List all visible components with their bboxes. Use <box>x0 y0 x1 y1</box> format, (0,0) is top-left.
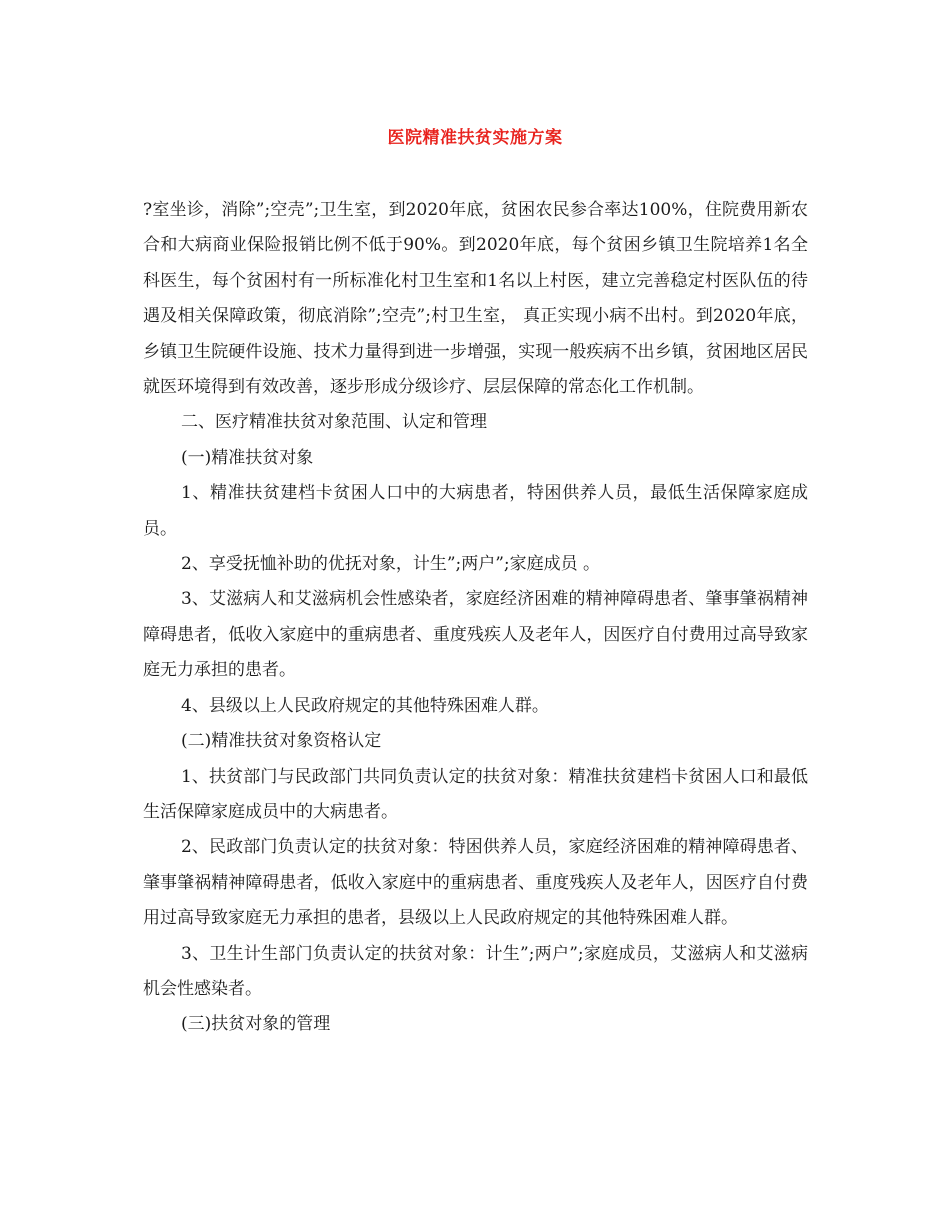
section-heading: 二、医疗精准扶贫对象范围、认定和管理 <box>181 412 487 433</box>
subsection-heading: (二)精准扶贫对象资格认定 <box>181 731 382 752</box>
paragraph: ?室坐诊，消除”;空壳”;卫生室，到2020年底，贫困农民参合率达100%，住院费用新农合和大病商业保险报销比例不低于90%。到2020年底，每个贫困乡镇卫生院培养1名全科医生，每个贫困村有一所标准化村卫生室和1名以上村医，建立完善稳定村医队伍的待遇及相关保障政策，彻底消除”;空壳”;村卫生室， 真正实现小病不出村。到2020年底，乡镇卫生院硬件设施、技术力量得到进一步增强，实现一般疾病不出乡镇，贫困地区居民就医环境得到有效改善，逐步形成分级诊疗、层层保障的常态化工作机制。 <box>143 200 808 398</box>
list-item: 2、民政部门负责认定的扶贫对象：特困供养人员，家庭经济困难的精神障碍患者、肇事肇祸精神障碍患者，低收入家庭中的重病患者、重度残疾人及老年人，因医疗自付费用过高导致家庭无力承担的患者，县级以上人民政府规定的其他特殊困难人群。 <box>143 837 808 929</box>
subsection-heading: (一)精准扶贫对象 <box>181 447 314 468</box>
list-item: 4、县级以上人民政府规定的其他特殊困难人群。 <box>181 695 549 716</box>
document-title: 医院精准扶贫实施方案 <box>387 128 563 148</box>
list-item: 2、享受抚恤补助的优抚对象，计生”;两户”;家庭成员 。 <box>181 554 601 575</box>
document-body <box>143 193 808 1043</box>
list-item: 1、精准扶贫建档卡贫困人口中的大病患者，特困供养人员，最低生活保障家庭成员。 <box>143 483 808 539</box>
list-item: 3、艾滋病人和艾滋病机会性感染者，家庭经济困难的精神障碍患者、肇事肇祸精神障碍患者，低收入家庭中的重病患者、重度残疾人及老年人，因医疗自付费用过高导致家庭无力承担的患者。 <box>143 589 808 681</box>
list-item: 1、扶贫部门与民政部门共同负责认定的扶贫对象：精准扶贫建档卡贫困人口和最低生活保障家庭成员中的大病患者。 <box>143 766 808 822</box>
subsection-heading: (三)扶贫对象的管理 <box>181 1014 331 1035</box>
list-item: 3、卫生计生部门负责认定的扶贫对象：计生”;两户”;家庭成员，艾滋病人和艾滋病机会性感染者。 <box>143 943 808 999</box>
